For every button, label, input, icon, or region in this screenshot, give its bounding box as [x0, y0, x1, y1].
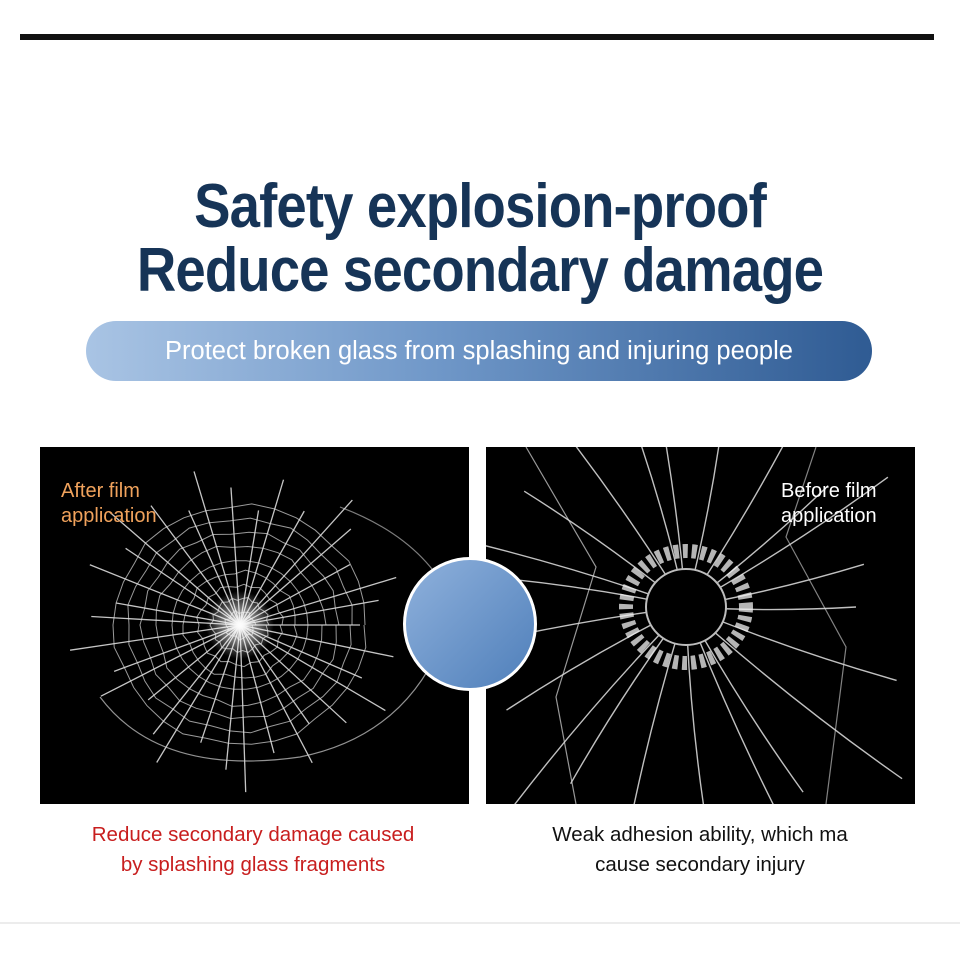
- before-film-label: [781, 479, 877, 529]
- headline-line-1: Safety explosion-proof: [194, 172, 766, 241]
- before-film-caption: [480, 820, 920, 880]
- after-film-caption-line-2: by splashing glass fragments: [120, 853, 386, 876]
- after-film-caption: [33, 820, 473, 880]
- before-film-caption-line-1: Weak adhesion ability, which ma: [552, 823, 848, 846]
- bottom-divider: [0, 922, 960, 924]
- comparison-divider-circle: [403, 557, 537, 691]
- subtitle-banner: Protect broken glass from splashing and injuring people: [86, 321, 872, 381]
- before-film-label-line-1: Before film: [781, 480, 877, 502]
- before-film-panel: [486, 447, 915, 804]
- before-film-caption-line-2: cause secondary injury: [595, 853, 805, 876]
- headline-line-2: Reduce secondary damage: [136, 236, 824, 305]
- after-film-label-line-1: After film: [61, 480, 140, 502]
- after-film-label: [61, 479, 157, 529]
- after-film-caption-line-1: Reduce secondary damage caused: [91, 823, 415, 846]
- after-film-label-line-2: application: [61, 505, 157, 527]
- top-divider: [20, 34, 934, 40]
- before-film-label-line-2: application: [781, 505, 877, 527]
